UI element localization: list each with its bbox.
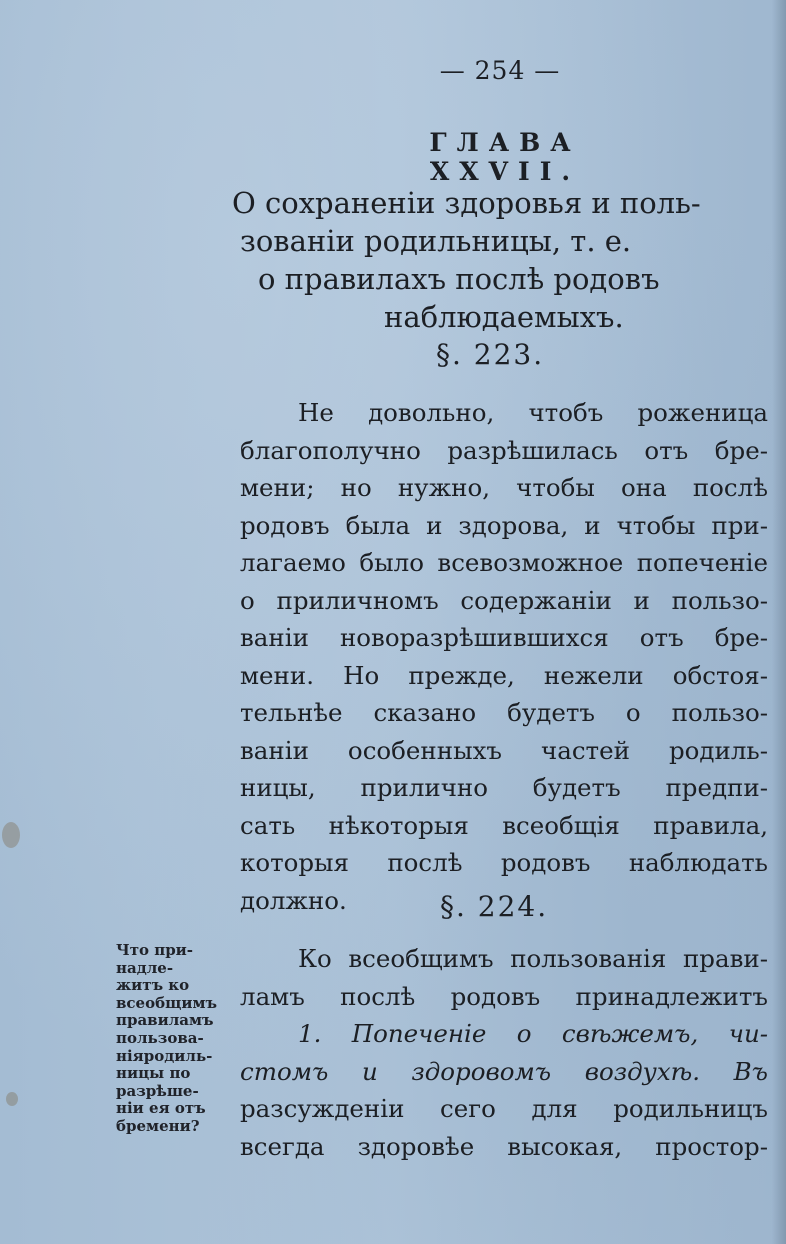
text-line: должно. xyxy=(240,885,347,915)
text-line: о приличномъ содержаніи и пользо- xyxy=(240,585,768,615)
text-line: сать нѣкоторыя всеобщія правила, xyxy=(240,810,768,840)
text-line: всегда здоровѣе высокая, простор- xyxy=(240,1131,768,1161)
marginal-note-line: бремени? xyxy=(116,1116,200,1135)
marginal-note-line: правиламъ xyxy=(116,1011,214,1030)
chapter-title-line: наблюдаемыхъ. xyxy=(384,300,624,334)
text-line: лагаемо было всевозможное попеченіе xyxy=(240,548,768,577)
text-line: Ко всеобщимъ пользованія прави- xyxy=(298,944,768,973)
paper-stain xyxy=(2,822,20,848)
marginal-note-line: разрѣше- xyxy=(116,1081,199,1100)
marginal-note-line: пользова- xyxy=(116,1028,204,1047)
text-line: ламъ послѣ родовъ принадлежитъ xyxy=(240,981,768,1011)
chapter-heading: ГЛАВА XXVII. xyxy=(429,128,581,186)
text-line: стомъ и здоровомъ воздухѣ. Въ xyxy=(240,1056,768,1086)
text-line: ваніи новоразрѣшившихся отъ бре- xyxy=(240,623,768,652)
section-number: §. 223. xyxy=(436,338,545,371)
marginal-note-line: ніи ея отъ xyxy=(116,1099,206,1118)
paragraph-223 xyxy=(240,394,768,919)
text-line: разсужденіи сего для родильницъ xyxy=(240,1094,768,1123)
text-line: 1. Попеченіе о свѣжемъ, чи- xyxy=(298,1019,768,1048)
text-line: тельнѣе сказано будетъ о пользо- xyxy=(240,698,768,727)
marginal-note xyxy=(116,942,240,1136)
section-number: §. 224. xyxy=(440,890,549,923)
marginal-note-line: ніяродиль- xyxy=(116,1046,213,1065)
text-line: родовъ была и здорова, и чтобы при- xyxy=(240,510,768,540)
chapter-title xyxy=(232,184,772,336)
text-line: которыя послѣ родовъ наблюдать xyxy=(240,848,768,877)
text-line: Не довольно, чтобъ роженица xyxy=(298,398,768,427)
chapter-title-line: О сохраненіи здоровья и поль- xyxy=(232,186,701,220)
page-edge-shadow xyxy=(772,0,786,1244)
chapter-title-line: о правилахъ послѣ родовъ xyxy=(258,262,660,296)
marginal-note-line: Что при- xyxy=(116,941,194,959)
marginal-note-line: надле- xyxy=(116,958,174,977)
paper-stain xyxy=(6,1092,18,1106)
text-line: мени; но нужно, чтобы она послѣ xyxy=(240,473,768,502)
text-line: благополучно разрѣшилась отъ бре- xyxy=(240,435,768,465)
marginal-note-line: всеобщимъ xyxy=(116,993,218,1012)
chapter-title-line: зованіи родильницы, т. е. xyxy=(240,224,632,258)
marginal-note-line: ницы по xyxy=(116,1064,191,1083)
text-line: мени. Но прежде, нежели обстоя- xyxy=(240,660,768,690)
text-line: ваніи особенныхъ частей родиль- xyxy=(240,735,768,765)
marginal-note-line: житъ ко xyxy=(116,976,190,995)
paragraph-224 xyxy=(240,940,768,1165)
text-line: ницы, прилично будетъ предпи- xyxy=(240,773,768,802)
page-number: — 254 — xyxy=(439,56,561,85)
